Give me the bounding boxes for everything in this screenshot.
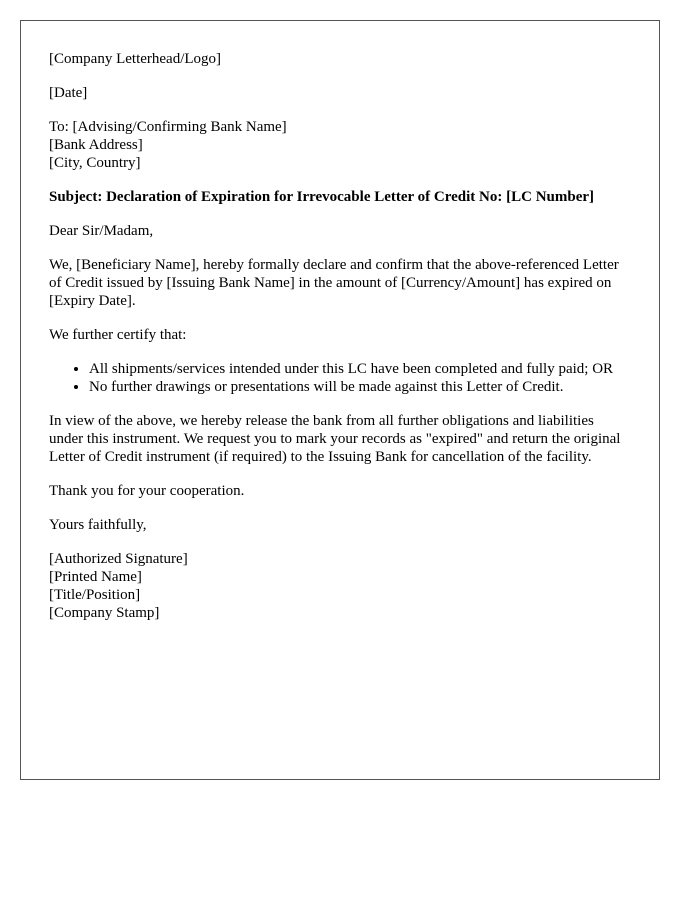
letter-subject: Subject: Declaration of Expiration for Irrevocable Letter of Credit No: [LC Number] [49,189,595,205]
letter-date: [Date] [49,85,88,101]
title-position: [Title/Position] [49,587,141,603]
certification-item: • All shipments/services intended under this LC have been completed and fully paid; OR [89,360,631,378]
salutation: Dear Sir/Madam, [49,223,154,239]
recipient-city-country: [City, Country] [49,155,141,171]
recipient-block [49,118,631,172]
signature-block [49,550,631,622]
recipient-bank-name: To: [Advising/Confirming Bank Name] [49,119,287,135]
company-stamp: [Company Stamp] [49,605,160,621]
thanks-line: Thank you for your cooperation. [49,483,245,499]
certification-list [49,360,631,396]
authorized-signature: [Authorized Signature] [49,551,188,567]
certification-item: • No further drawings or presentations will be made against this Letter of Credit. [89,378,631,396]
declaration-paragraph: We, [Beneficiary Name], hereby formally declare and confirm that the above-referenced Letter of Credit issued by [Issuing Bank Name] in the amount of [Currency/Amount] has expired on [Expiry Date]. [49,257,619,309]
company-letterhead: [Company Letterhead/Logo] [49,51,222,67]
recipient-bank-address: [Bank Address] [49,137,143,153]
certify-lead: We further certify that: [49,327,187,343]
closing-line: Yours faithfully, [49,517,147,533]
letter-document [20,20,660,780]
release-paragraph: In view of the above, we hereby release the bank from all further obligations and liabilities under this instrument. We request you to mark your records as "expired" and return the original Letter of Credit instrument (if required) to the Issuing Bank for cancellation of the facility. [49,413,621,465]
printed-name: [Printed Name] [49,569,142,585]
